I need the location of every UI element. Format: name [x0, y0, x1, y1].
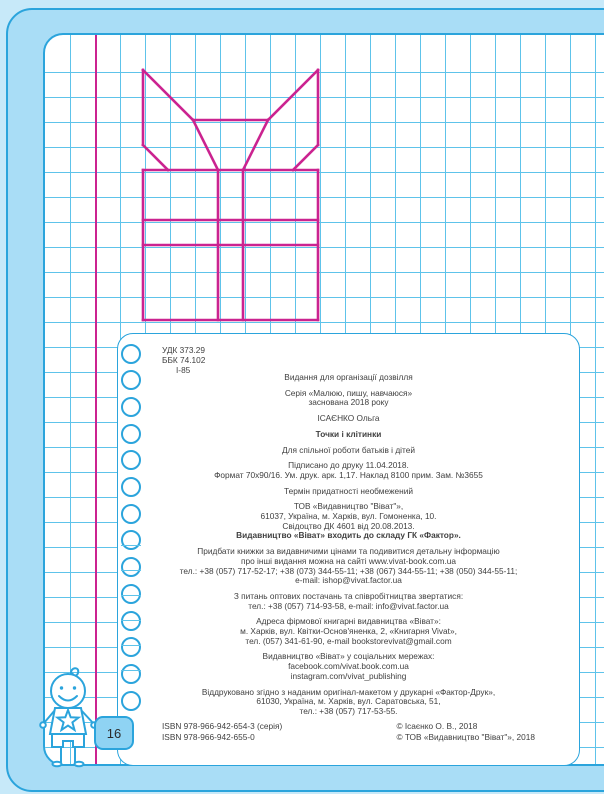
udk-line: ББК 74.102 [162, 355, 206, 365]
colophon-line: ТОВ «Видавництво "Віват"», [293, 501, 404, 512]
udk-line: І-85 [176, 365, 191, 375]
colophon-paragraph [118, 446, 579, 456]
udk-line: УДК 373.29 [162, 345, 206, 355]
colophon-paragraph [118, 414, 579, 424]
grid-line-vertical [595, 35, 596, 764]
colophon-paragraph [118, 461, 579, 480]
colophon-line: instagram.com/vivat_publishing [290, 670, 407, 681]
grid-line-horizontal [45, 322, 604, 323]
colophon-line: заснована 2018 року [308, 397, 389, 408]
grid-line-horizontal [45, 272, 604, 273]
colophon-line: 61030, Україна, м. Харків, вул. Саратовська, 51, [256, 696, 441, 707]
isbn-block [162, 721, 282, 742]
colophon-line: Точки і клітинки [315, 428, 382, 439]
grid-line-horizontal [45, 172, 604, 173]
colophon-line: 61037, Україна, м. Харків, вул. Гомоненка, 10. [260, 511, 437, 522]
imprint-paragraphs [118, 373, 579, 717]
colophon-line: тел. (057) 341-61-90, e-mail bookstorevivat@gmail.com [245, 635, 452, 646]
grid-line-horizontal [45, 197, 604, 198]
colophon-line: Видавництво «Віват» входить до складу ГК «Фактор». [236, 530, 461, 541]
colophon-line: Видання для організації дозвілля [284, 372, 413, 382]
isbn-line: ISBN 978-966-942-655-0 [162, 731, 255, 742]
isbn-copyright-row [162, 721, 535, 742]
colophon-line: Термін придатності необмежений [284, 485, 413, 496]
grid-line-horizontal [45, 222, 604, 223]
binding-hole-icon [121, 584, 141, 604]
grid-line-through-hole [121, 545, 141, 546]
binding-hole-icon [121, 477, 141, 497]
colophon-line: про інші видання можна на сайті www.vivat-book.com.ua [241, 555, 456, 566]
colophon-paragraph [118, 617, 579, 646]
colophon-paragraph [118, 502, 579, 531]
isbn-line: ISBN 978-966-942-654-3 (серія) [162, 721, 283, 731]
colophon-line: Серія «Малюю, пишу, навчаюся» [284, 387, 413, 398]
colophon-text [118, 334, 579, 765]
colophon-paragraph [118, 373, 579, 383]
binding-hole-icon [121, 504, 141, 524]
binding-hole-icon [121, 557, 141, 577]
colophon-line: facebook.com/vivat.book.com.ua [288, 661, 409, 672]
colophon-paragraph [118, 389, 579, 408]
grid-line-through-hole [121, 670, 141, 671]
colophon-paragraph [118, 487, 579, 497]
grid-line-horizontal [45, 247, 604, 248]
colophon-line: e-mail: ishop@vivat.factor.ua [295, 575, 402, 586]
grid-line-through-hole [121, 595, 141, 596]
colophon-line: тел.: +38 (057) 717-52-17; +38 (073) 344-55-11; +38 (067) 344-55-11; +38 (050) 344-55-11; [179, 565, 518, 576]
binding-hole-icon [121, 344, 141, 364]
grid-line-horizontal [45, 297, 604, 298]
colophon-line: Адреса фірмової книгарні видавництва «Віват»: [256, 616, 441, 627]
colophon-line: ІСАЄНКО Ольга [317, 413, 380, 424]
grid-line-vertical [70, 35, 71, 764]
colophon-line: Формат 70х90/16. Ум. друк. арк. 1,17. Наклад 8100 прим. Зам. №3655 [214, 469, 483, 480]
colophon-line: Свідоцтво ДК 4601 від 20.08.2013. [282, 520, 415, 531]
grid-line-horizontal [45, 122, 604, 123]
grid-line-horizontal [45, 97, 604, 98]
binding-hole-icon [121, 691, 141, 711]
binding-hole-icon [121, 397, 141, 417]
colophon-paragraph [118, 688, 579, 717]
copyright-block [396, 721, 535, 742]
colophon-line: тел.: +38 (057) 717-53-55. [299, 705, 398, 716]
page-number-tab [94, 716, 134, 750]
grid-line-through-hole [121, 570, 141, 571]
colophon-line: м. Харків, вул. Квітки-Основ'яненка, 2, «Книгарня Vivat», [240, 626, 457, 637]
binding-hole-icon [121, 424, 141, 444]
binding-hole-icon [121, 664, 141, 684]
copyright-line: © Ісаєнко О. В., 2018 [396, 721, 478, 731]
colophon-line: тел.: +38 (057) 714-93-58, e-mail: info@vivat.factor.ua [248, 600, 449, 611]
copyright-line: © ТОВ «Видавництво "Віват"», 2018 [396, 731, 535, 742]
colophon-line: Віддруковано згідно з наданим оригінал-макетом у друкарні «Фактор-Друк», [201, 686, 496, 697]
colophon-paragraph [118, 547, 579, 586]
colophon-line: Придбати книжки за видавничими цінами та подивитися детальну інформацію [197, 546, 500, 557]
colophon-paragraph [118, 652, 579, 681]
colophon-line: З питань оптових постачань та співробітництва звертатися: [233, 590, 464, 601]
udk-block [162, 345, 205, 375]
page-number: 16 [106, 725, 122, 741]
colophon-box [117, 333, 580, 766]
grid-line-horizontal [45, 147, 604, 148]
grid-line-through-hole [121, 620, 141, 621]
colophon-line: Для спільної роботи батьків і дітей [282, 444, 415, 455]
colophon-paragraph [118, 531, 579, 541]
colophon-paragraph [118, 430, 579, 440]
margin-line [95, 35, 97, 764]
grid-line-horizontal [45, 72, 604, 73]
colophon-paragraph [118, 592, 579, 611]
colophon-line: Видавництво «Віват» у соціальних мережах: [262, 651, 435, 662]
colophon-line: Підписано до друку 11.04.2018. [288, 460, 409, 471]
grid-line-through-hole [121, 645, 141, 646]
